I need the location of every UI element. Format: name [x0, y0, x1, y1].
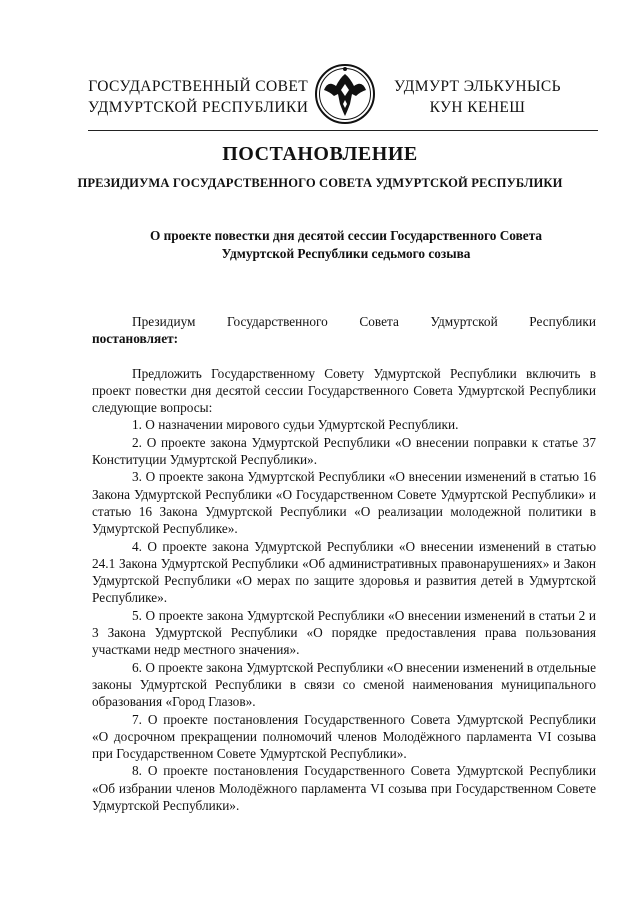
agenda-item-6: 6. О проекте закона Удмуртской Республики «О внесении изменений в отдельные законы Удмуртской Республики в связи со сменой наименования муниципального образования «Город Глазов». [92, 659, 596, 710]
proposal-paragraph: Предложить Государственному Совету Удмуртской Республики включить в проект повестки дня десятой сессии Государственного Совета Удмуртской Республики следующие вопросы: [92, 365, 596, 416]
header-right [394, 76, 561, 118]
header-right-line1: УДМУРТ ЭЛЬКУНЫСЬ [394, 78, 561, 95]
intro-word: Удмуртской [430, 314, 498, 329]
document-subtitle: ПРЕЗИДИУМА ГОСУДАРСТВЕННОГО СОВЕТА УДМУРТСКОЙ РЕСПУБЛИКИ [77, 176, 563, 190]
intro-word: Президиум [132, 314, 196, 329]
subject-line1: О проекте повестки дня десятой сессии Государственного Совета [149, 228, 543, 243]
agenda-item-4: 4. О проекте закона Удмуртской Республики «О внесении изменений в статью 24.1 Закона Удмуртской Республики «Об административных правонарушениях» и Закон Удмуртской Республики «О мерах по защите здоровья и развития детей в Удмуртской Республике». [92, 538, 596, 606]
agenda-item-7: 7. О проекте постановления Государственного Совета Удмуртской Республики «О досрочном прекращении полномочий членов Молодёжного парламента VI созыва при Государственном Совете Удмуртской Республики». [92, 711, 596, 762]
header-divider [88, 130, 598, 131]
intro-word: Республики [529, 314, 596, 329]
agenda-item-3: 3. О проекте закона Удмуртской Республики «О внесении изменений в статью 16 Закона Удмуртской Республики «О Государственном Совете Удмуртской Республики» и статью 16 Закона Удмуртской Республики «О реализации молодежной политики в Удмуртской Республике». [92, 469, 596, 537]
header-left-line1: ГОСУДАРСТВЕННЫЙ СОВЕТ [88, 78, 309, 95]
agenda-item-2: 2. О проекте закона Удмуртской Республики «О внесении поправки к статье 37 Конституции Удмуртской Республики». [92, 434, 596, 468]
intro-word: Совета [359, 314, 399, 329]
header-right-line2: КУН КЕНЕШ [429, 99, 526, 116]
intro-verb: постановляет: [92, 331, 179, 347]
header-left-line2: УДМУРТСКОЙ РЕСПУБЛИКИ [88, 99, 309, 116]
header-left [88, 76, 308, 118]
document-title: ПОСТАНОВЛЕНИЕ [222, 143, 418, 165]
agenda-item-8: 8. О проекте постановления Государственного Совета Удмуртской Республики «Об избрании членов Молодёжного парламента VI созыва при Государственном Совете Удмуртской Республики». [92, 763, 596, 814]
document-body [92, 313, 596, 814]
agenda-item-1: 1. О назначении мирового судьи Удмуртской Республики. [132, 417, 459, 433]
intro-word: Государственного [227, 314, 328, 329]
document-subject [96, 227, 596, 263]
intro-line [92, 313, 596, 330]
agenda-item-5: 5. О проекте закона Удмуртской Республики «О внесении изменений в статьи 2 и 3 Закона Удмуртской Республики «О порядке предоставления права пользования участками недр местного значения». [92, 607, 596, 658]
subject-line2: Удмуртской Республики седьмого созыва [221, 246, 471, 261]
coat-of-arms-emblem [314, 60, 376, 128]
